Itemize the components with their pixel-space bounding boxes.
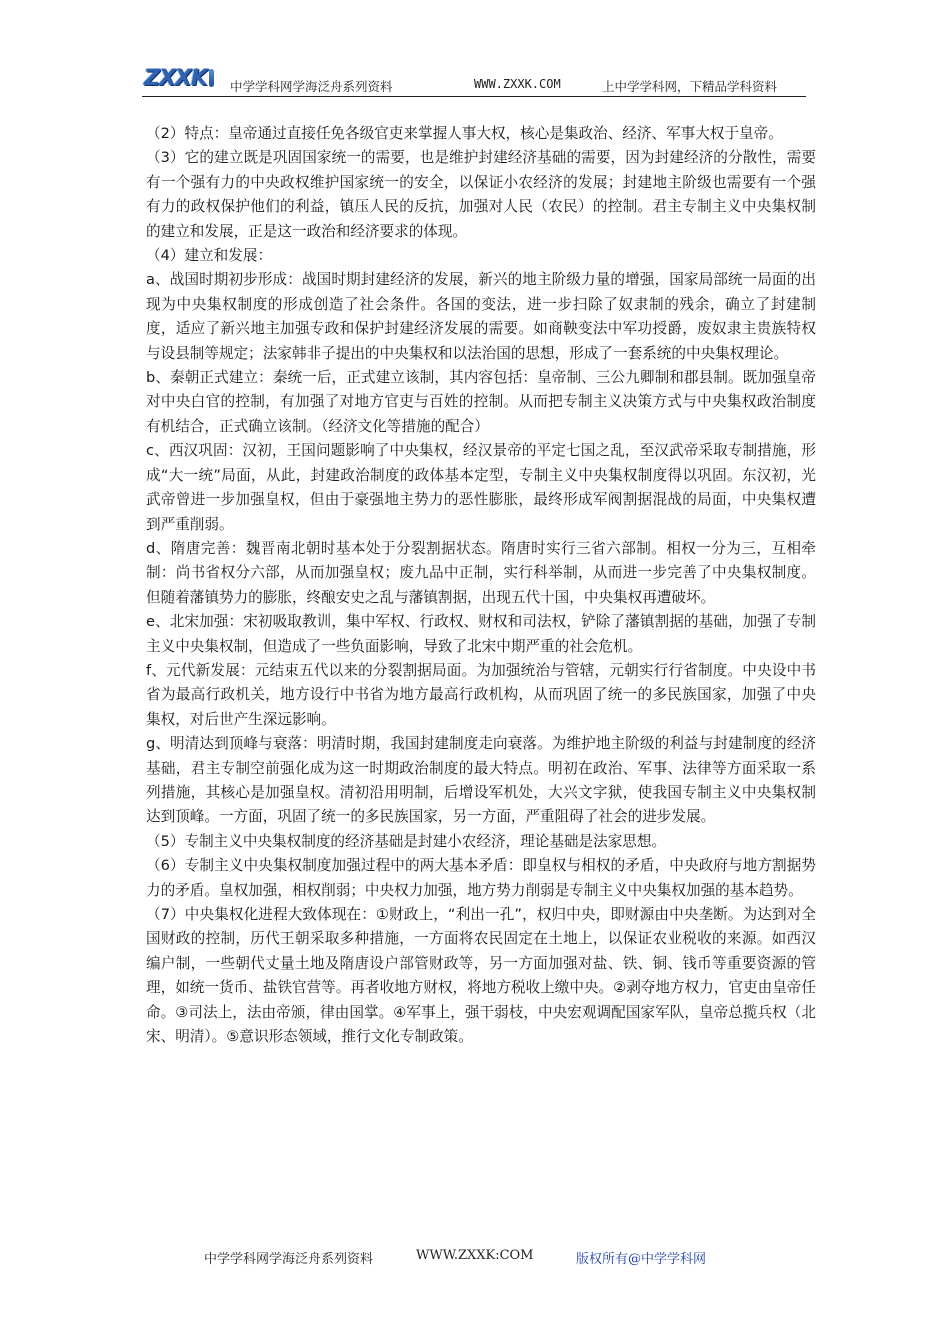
paragraph-4f-yuan: f、元代新发展：元结束五代以来的分裂割据局面。为加强统治与管辖，元朝实行行省制度。中央设中书省为最高行政机关，地方设行中书省为地方最高行政机构，从而巩固了统一的多民族国家，加强了中央集权，对后世产生深远影响。: [146, 661, 816, 728]
paragraph-4a-warring-states: a、战国时期初步形成：战国时期封建经济的发展，新兴的地主阶级力量的增强，国家局部统一局面的出现为中央集权制度的形成创造了社会条件。各国的变法，进一步扫除了奴隶制的残余，确立了封建制度，适应了新兴地主加强专政和保护封建经济发展的需要。如商鞅变法中军功授爵，废奴隶主贵族特权与设县制等规定；法家韩非子提出的中央集权和以法治国的思想，形成了一套系统的中央集权理论。: [146, 271, 816, 362]
document-body: [146, 122, 816, 1049]
paragraph-2-features: （2）特点：皇帝通过直接任免各级官吏来掌握人事大权，核心是集政治、经济、军事大权于皇帝。: [146, 125, 783, 142]
paragraph-4d-sui-tang: d、隋唐完善：魏晋南北朝时基本处于分裂割据状态。隋唐时实行三省六部制。相权一分为三，互相牵制：尚书省权分六部，从而加强皇权；废九品中正制，实行科举制，从而进一步完善了中央集权制度。但随着藩镇势力的膨胀，终酿安史之乱与藩镇割据，出现五代十国，中央集权再遭破坏。: [146, 539, 816, 606]
footer-website-url[interactable]: WWW.ZXXK:COM: [416, 1248, 534, 1263]
paragraph-4g-ming-qing: g、明清达到顶峰与衰落：明清时期，我国封建制度走向衰落。为维护地主阶级的利益与封建制度的经济基础，君主专制空前强化成为这一时期政治制度的最大特点。明初在政治、军事、法律等方面采取一系列措施，其核心是加强皇权。清初沿用明制，后增设军机处，大兴文字狱，使我国专制主义中央集权制达到顶峰。一方面，巩固了统一的多民族国家，另一方面，严重阻碍了社会的进步发展。: [146, 735, 816, 826]
paragraph-6-contradictions: （6）专制主义中央集权制度加强过程中的两大基本矛盾：即皇权与相权的矛盾，中央政府与地方割据势力的矛盾。皇权加强，相权削弱；中央权力加强，地方势力削弱是专制主义中央集权加强的基本趋势。: [146, 857, 816, 899]
paragraph-4c-western-han: c、西汉巩固：汉初，王国问题影响了中央集权，经汉景帝的平定七国之乱，至汉武帝采取专制措施，形成“大一统”局面，从此，封建政治制度的政体基本定型，专制主义中央集权制度得以巩固。东汉初，光武帝曾进一步加强皇权，但由于豪强地主势力的恶性膨胀，最终形成军阀割据混战的局面，中央集权遭到严重削弱。: [146, 442, 816, 533]
paragraph-3-reasons: （3）它的建立既是巩固国家统一的需要，也是维护封建经济基础的需要，因为封建经济的分散性，需要有一个强有力的中央政权维护国家统一的安全，以保证小农经济的发展；封建地主阶级也需要有一个强有力的政权保护他们的利益，镇压人民的反抗，加强对人民（农民）的控制。君主专制主义中央集权制的建立和发展，正是这一政治和经济要求的体现。: [146, 149, 816, 240]
page-header: [142, 64, 806, 97]
header-series-title: 中学学科网学海泛舟系列资料: [230, 79, 393, 94]
paragraph-4-heading: （4）建立和发展：: [146, 247, 273, 265]
paragraph-5-foundation: （5）专制主义中央集权制度的经济基础是封建小农经济，理论基础是法家思想。: [146, 832, 667, 850]
footer-copyright-link[interactable]: 版权所有@中学学科网: [576, 1252, 707, 1267]
logo-wordmark: ZXXK: [144, 65, 207, 91]
paragraph-7-centralization: （7）中央集权化进程大致体现在：①财政上，“利出一孔”，权归中央，即财源由中央垄断。为达到对全国财政的控制，历代王朝采取多种措施，一方面将农民固定在土地上，以保证农业税收的来源。如西汉编户制，一些朝代丈量土地及隋唐设户部管财政等，另一方面加强对盐、铁、铜、钱币等重要资源的管理，如统一货币、盐铁官营等。再者收地方财权，将地方税收上缴中央。②剥夺地方权力，官吏由皇帝任命。③司法上，法由帝颁，律由国掌。④军事上，强干弱枝，中央宏观调配国家军队，皇帝总揽兵权（北宋、明清）。⑤意识形态领域，推行文化专制政策。: [146, 906, 816, 1046]
logo-badge-icon: [209, 69, 214, 87]
paragraph-4e-northern-song: e、北宋加强：宋初吸取教训，集中军权、行政权、财权和司法权，铲除了藩镇割据的基础，加强了专制主义中央集权制，但造成了一些负面影响，导致了北宋中期严重的社会危机。: [146, 613, 816, 655]
zxxk-logo: [144, 66, 214, 90]
page-footer: [0, 1248, 950, 1268]
paragraph-4b-qin: b、秦朝正式建立：秦统一后，正式建立该制，其内容包括：皇帝制、三公九卿制和郡县制。既加强皇帝对中央白官的控制，有加强了对地方官吏与百姓的控制。从而把专制主义决策方式与中央集权政治制度有机结合，正式确立该制。（经济文化等措施的配合）: [146, 369, 816, 435]
footer-series-title: 中学学科网学海泛舟系列资料: [204, 1252, 374, 1267]
header-website-url[interactable]: WWW.ZXXK.COM: [474, 77, 561, 91]
header-slogan: 上中学学科网，下精品学科资料: [602, 79, 778, 94]
